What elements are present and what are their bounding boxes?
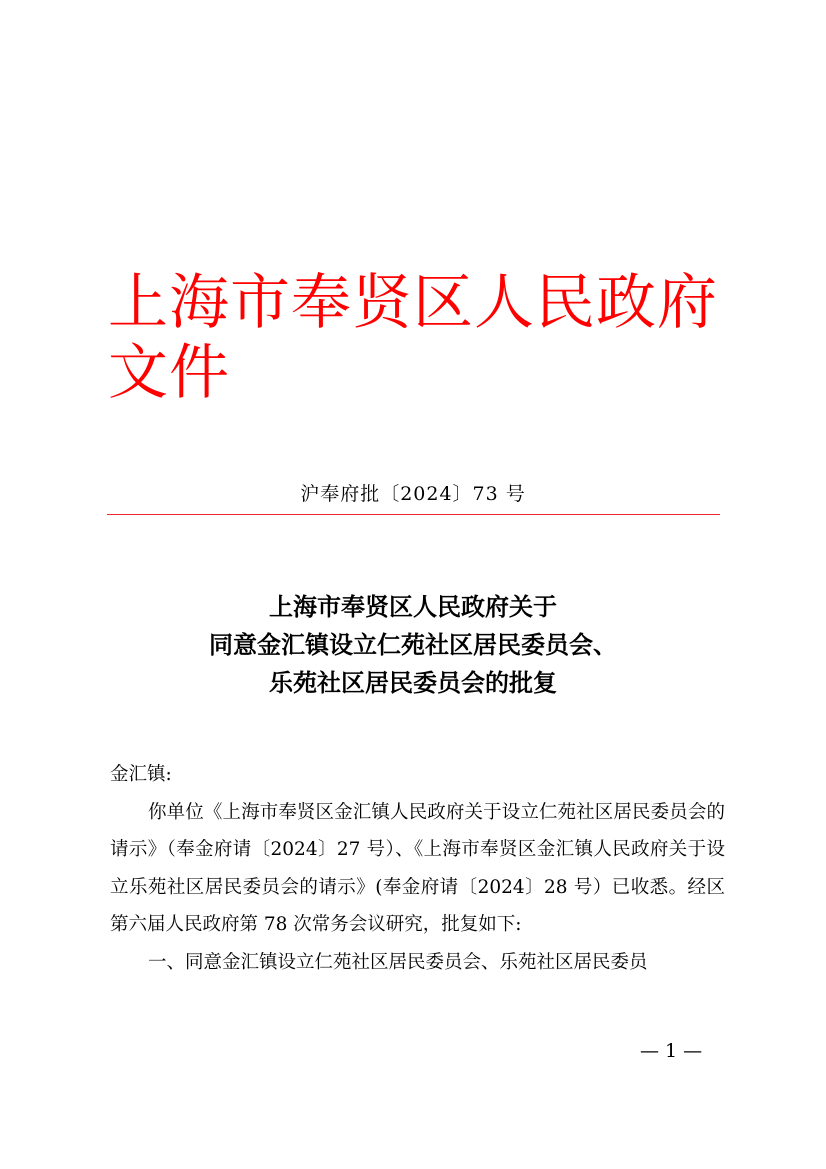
title-line-3: 乐苑社区居民委员会的批复 (269, 668, 557, 697)
salutation: 金汇镇: (110, 764, 172, 785)
title-line-1: 上海市奉贤区人民政府关于 (269, 592, 557, 621)
title-line-2: 同意金汇镇设立仁苑社区居民委员会、 (209, 630, 617, 659)
body-paragraph: 你单位《上海市奉贤区金汇镇人民政府关于设立仁苑社区居民委员会的请示》（奉金府请〔2024〕27 号）、《上海市奉贤区金汇镇人民政府关于设立乐苑社区居民委员会的请示》(奉金府请〔2024〕28 号）已收悉。经区第六届人民政府第 78 次常务会议研究，批复如下: (110, 801, 725, 935)
body-paragraph: 一、同意金汇镇设立仁苑社区居民委员会、乐苑社区居民委员 (148, 951, 648, 973)
document-number: 沪奉府批〔2024〕73 号 (300, 483, 526, 505)
issuer-header: 上海市奉贤区人民政府文件 (108, 268, 718, 408)
document-body (110, 756, 725, 981)
red-divider-line (107, 514, 720, 515)
page-number: — 1 — (640, 1040, 703, 1062)
document-title (0, 588, 826, 702)
